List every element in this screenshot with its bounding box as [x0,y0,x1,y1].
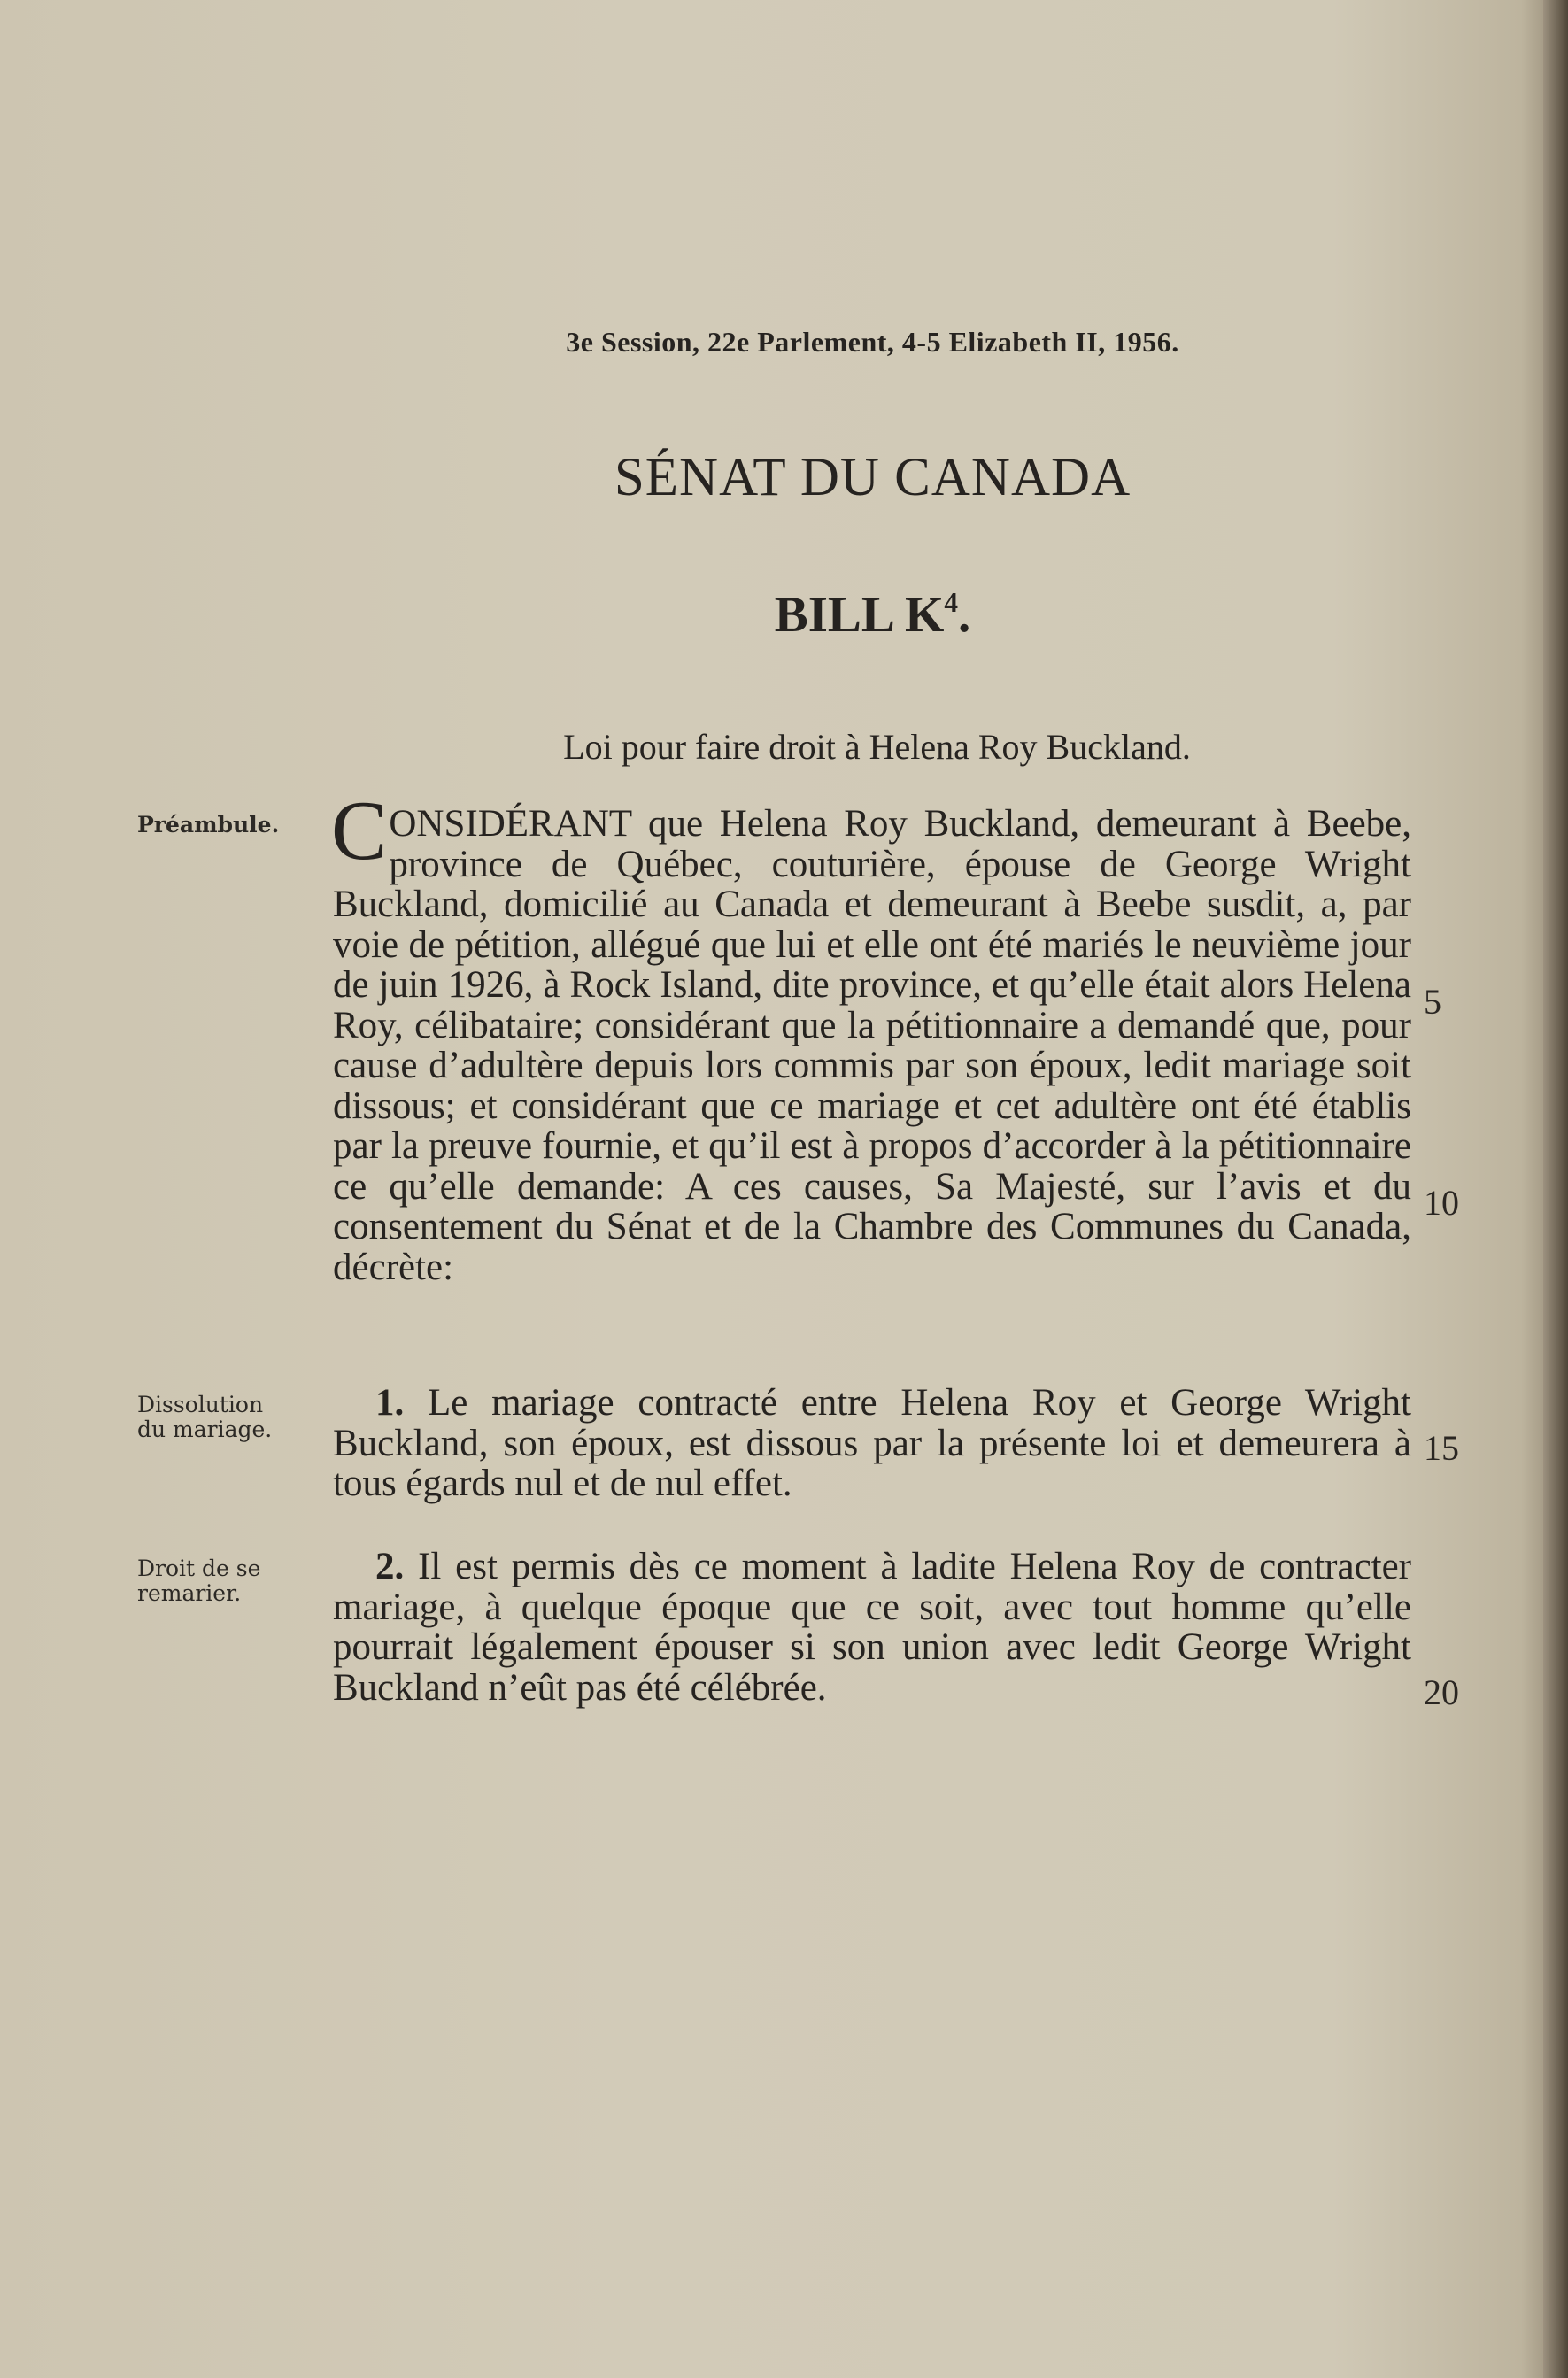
bill-prefix: BILL K [774,587,945,643]
margin-note-dissolution-line1: Dissolution [137,1392,264,1417]
margin-note-dissolution [137,1393,305,1442]
section-2-number: 2. [375,1546,405,1587]
section-1-text: Le mariage contracté entre Helena Roy et George Wright Buckland, son époux, est dissous par la présente loi et demeurera à tous égards nul et de nul effet. [333,1382,1411,1504]
senate-title: SÉNAT DU CANADA [614,448,1132,507]
margin-note-dissolution-line2: du mariage. [137,1417,273,1442]
bill-subtitle: Loi pour faire droit à Helena Roy Buckland. [563,727,1191,767]
margin-note-remarry [137,1556,305,1606]
margin-note-remarry-line2: remarier. [137,1580,242,1606]
section-2 [333,1547,1411,1708]
bill-superscript: 4 [944,587,959,619]
preamble-text: ONSIDÉRANT que Helena Roy Buckland, demeurant à Beebe, province de Québec, couturière, épouse de George Wright Buckland, domicilié au Canada et demeurant à Beebe susdit, a, par voie de pétition, allégué que lui et elle ont été mariés le neuvième jour de juin 1926, à Rock Island, dite province, et qu’elle était alors Helena Roy, célibataire; considérant que la pétitionnaire a demandé que, pour cause d’adultère depuis lors commis par son époux, ledit mariage soit dissous; et considérant que ce mariage et cet adultère ont été établis par la preuve fournie, et qu’il est à propos d’accorder à la pétitionnaire ce qu’elle demande: A ces causes, Sa Majesté, sur l’avis et du consentement du Sénat et de la Chambre des Communes du Canada, décrète: [333,803,1411,1288]
line-number-5: 5 [1424,982,1441,1022]
section-2-text: Il est permis dès ce moment à ladite Helena Roy de contracter mariage, à quelque époque que ce soit, avec tout homme qu’elle pourrait légalement épouser si son union avec ledit George Wright Buckland n’eût pas été célébrée. [333,1546,1412,1709]
bill-suffix: . [958,587,971,643]
line-number-10: 10 [1424,1183,1459,1223]
line-number-15: 15 [1424,1428,1459,1468]
dropcap-letter: C [331,784,388,877]
margin-note-remarry-line1: Droit de se [137,1556,261,1581]
margin-note-preamble [137,813,305,838]
bill-number [89,586,1568,644]
section-1-number: 1. [375,1382,405,1424]
margin-note-preamble-text: Préambule. [137,812,280,838]
preamble-paragraph [331,784,1411,1288]
session-line: 3e Session, 22e Parlement, 4-5 Elizabeth II, 1956. [566,326,1179,358]
section-1 [333,1383,1411,1504]
line-number-20: 20 [1424,1672,1459,1712]
